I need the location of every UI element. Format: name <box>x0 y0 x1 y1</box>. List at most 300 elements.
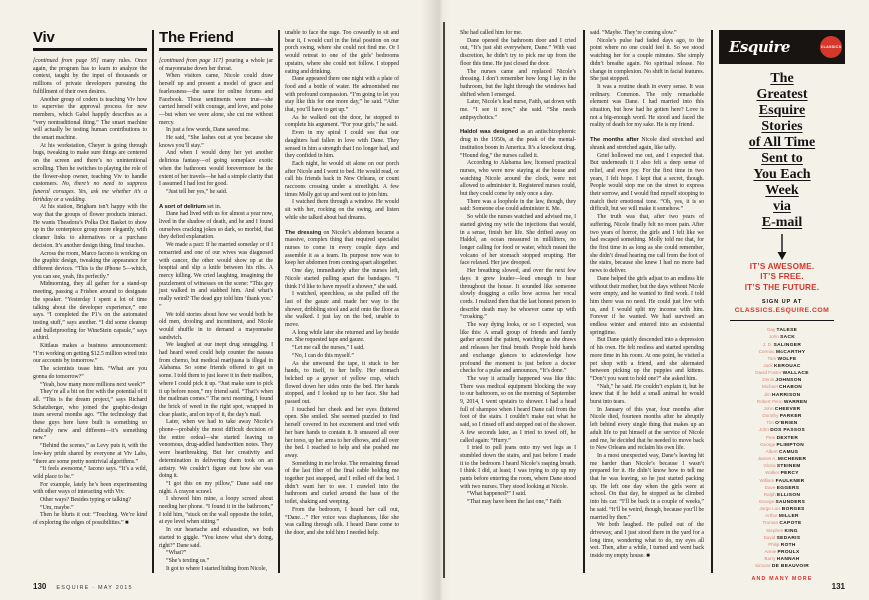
paragraph <box>33 497 147 505</box>
paragraph-text: unable to face the rage. Too cowardly to sit and bear it, I would curl in the fetal position on our porch swing, where she could not find me. Or I would retreat to one of the girls’ bedrooms upstairs, where she could not follow. I stopped eating and drinking. <box>285 30 399 75</box>
paragraph <box>460 376 576 445</box>
author-last-name: McCARTHY <box>775 349 806 355</box>
paragraph-text: “Let me call the nurses,” I said. <box>292 345 365 352</box>
author-first-name: Simone <box>754 563 772 569</box>
esquire-logo: Esquire <box>729 38 790 56</box>
paragraph <box>590 84 704 130</box>
paragraph <box>460 445 576 491</box>
author-last-name: DOS PASSOS <box>770 428 806 434</box>
text-line: IT’S FREE. <box>760 272 804 282</box>
paragraph-text: One day, immediately after the nurses left, Nicole started pulling apart the bandages. “I think I’d like to have myself a shower,” she said. <box>285 268 399 290</box>
paragraph <box>460 214 576 268</box>
author-first-name: Denis <box>762 377 776 383</box>
column-rule <box>711 30 713 573</box>
paragraph-text: Later, when we had to take away Nicole’s phone—probably the most difficult decision of the entire ordeal—she started leaving us venomous, drug-addled handwritten notes. They were heartbreaking. But her creativity and determination in delivering them took on an artistry. We couldn’t figure out how she was doing it. <box>159 419 273 480</box>
paragraph-text: We laughed at our inept drug smuggling. I had heard weed could help counter the nausea from chemo, but medical marijuana is illegal in Alabama. So some friends offered to get us some. I told them to just leave it in their mailbox, where I could pick it up. “Just make sure to pick it up before noon,” my friend said. “That’s when the mailman comes.” The next morning, I found the brick of weed in the right spot, wrapped in clear plastic, and on top of it, the day’s mail. <box>159 342 273 418</box>
paragraph-text: For example, lately he’s been experimenting with other ways of interacting with Viv. <box>33 481 147 496</box>
author-first-name: Tom <box>767 355 778 361</box>
paragraph-text: Grief hollowed me out, and I expected that. But underneath it I also felt a deep sense of relief, and even joy. For the first time in two years, I felt hope. I kept that a secret, though. People would stop me on the street to express their sorrow, and I would find myself stooping to match their emotional tone. “Oh, yes, it is so difficult, but we will make it somehow.” <box>590 152 704 213</box>
paragraph <box>285 76 399 115</box>
continued-from-note: [continued from page 95] <box>33 58 103 64</box>
author-row <box>719 420 845 427</box>
paragraph <box>159 527 273 550</box>
author-row <box>719 563 845 570</box>
paragraph <box>33 482 147 497</box>
paragraph <box>590 453 704 522</box>
author-first-name: Dave <box>764 484 777 490</box>
author-last-name: STEINEM <box>776 464 801 470</box>
paragraph-text: “It feels awesome,” Iacono says. “It’s a wild, wild place to be.” <box>33 466 147 480</box>
paragraph <box>285 461 399 507</box>
author-row <box>719 363 845 370</box>
paragraph-text: said. “Maybe. They’re coming slow.” <box>590 30 677 36</box>
author-first-name: Dorothy <box>762 413 780 419</box>
friend-body-3 <box>460 30 576 507</box>
paragraph-text: Across the room, Marco Iacono is working on the graphic design, tweaking the appearance for different devices. “This is the iPhone 5—which, you can see, yeah, fits perfectly.” <box>33 250 147 280</box>
paragraph <box>33 443 147 466</box>
paragraph-text: Even in my spiral I could see that our daughters had fallen in love with Dane. They sensed in him a strength that I no longer had, and they confided in him. <box>285 130 399 160</box>
paragraph-text: I showed him mine, a loopy screed about needing her phone. “I found it in the bathroom,” I told him, “stuck on the wall opposite the toilet, at eye level when sitting.” <box>159 496 273 526</box>
friend-body-4 <box>590 30 704 561</box>
author-last-name: DEXTER <box>776 435 799 441</box>
author-first-name: Annie <box>764 549 778 555</box>
paragraph-text: “Behind the scenes,” as Levy puts it, with the low-key pride shared by everyone at Viv Labs, “there are some pretty nontrivial algorithms.” <box>33 443 147 465</box>
paragraph-text: set in. <box>205 203 222 210</box>
and-many-more-label: AND MANY MORE <box>751 575 813 582</box>
text-line: Stories <box>761 119 803 134</box>
paragraph <box>285 268 399 291</box>
text-line: Esquire <box>758 103 806 118</box>
paragraph <box>285 199 399 222</box>
paragraph <box>460 160 576 199</box>
article-friend-column-1 <box>159 30 273 573</box>
page-fold-line <box>443 22 445 578</box>
author-last-name: MICHENER <box>777 457 807 463</box>
paragraph-text: So while the nurses watched and advised me, I started giving my wife the injections that would, in a sense, finish her life. She drifted away on Haldol, an ocean measured in milliliters, no longer calling for food or water, which meant the volcano of her stomach stopped erupting. Her face relaxed. Her jaw drooped. <box>460 214 576 267</box>
paragraph <box>460 322 576 376</box>
paragraph-text: “Um, maybe.” <box>40 504 74 511</box>
paragraph-text: She had called him for me. <box>460 30 523 36</box>
author-list <box>719 327 845 570</box>
paragraph-text: I watched, speechless, as she pulled off the last of the gauze and made her way to the shower, dribbling stool and acid onto the floor as she walked. I just lay on the bed, unable to move. <box>285 291 399 329</box>
paragraph <box>590 337 704 383</box>
paragraph <box>285 161 399 200</box>
author-last-name: EGGERS <box>776 485 800 491</box>
author-row <box>719 370 845 377</box>
paragraph-text: As he walked out the door, he stopped to complete his argument. “For your girls,” he said. <box>285 114 399 129</box>
author-last-name: SACK <box>780 335 796 341</box>
ad-tagline <box>719 262 845 293</box>
paragraph <box>159 242 273 311</box>
author-first-name: Tim <box>766 420 776 426</box>
author-first-name: Cormac <box>758 348 776 354</box>
author-row <box>719 513 845 520</box>
paragraph-text: The scientists tease him. “What are you gonna do tomorrow?” <box>33 366 147 380</box>
author-first-name: David <box>763 534 777 540</box>
text-line: of All Time <box>748 135 816 150</box>
paragraph-text: Later, Nicole’s lead nurse, Faith, sat down with me. “I see it now,” she said. “She needs antipsychotics.” <box>460 99 576 121</box>
viv-body <box>33 58 147 528</box>
paragraph <box>285 30 399 76</box>
author-last-name: JOHNSON <box>775 378 802 384</box>
paragraph-text: on Nicole’s abdomen became a massive, complex thing that required specialist nurses to come in every couple days and assemble it as a team. Its purpose now was to keep her abdomen from coming apart altogether. <box>285 229 399 267</box>
author-first-name: Gloria <box>763 463 777 469</box>
bold-lead-in: A sort of delirium <box>159 203 206 210</box>
paragraph-text: But Dane quietly descended into a depression of his own. He felt restless and started spending more time in his room. At one point, he visited a pet shop with a friend, and she alternated between picking up the puppies and kittens. “Don’t you want to hold one?” she asked him. <box>590 337 704 382</box>
author-row <box>719 349 845 356</box>
author-row <box>719 435 845 442</box>
author-last-name: PROULX <box>777 550 800 556</box>
paragraph <box>33 343 147 366</box>
author-last-name: FAULKNER <box>775 478 805 484</box>
ad-header-bar <box>719 30 845 64</box>
page-footer-left <box>33 576 133 594</box>
author-row <box>719 427 845 434</box>
paragraph <box>285 330 399 345</box>
paragraph-text: In just a few words, Dane saved me. <box>166 127 250 134</box>
author-first-name: George <box>759 441 777 447</box>
paragraph <box>33 251 147 282</box>
paragraph <box>590 384 704 407</box>
ad-divider <box>730 320 834 321</box>
paragraph <box>590 407 704 453</box>
author-first-name: James A. <box>757 456 778 462</box>
paragraph <box>285 130 399 161</box>
author-row <box>719 542 845 549</box>
author-row <box>719 463 845 470</box>
paragraph <box>33 512 147 527</box>
paragraph-text: We told stories about how we would both be old men, drooling and incontinent, and Nicole would shuffle in to demand a mayonnaise sandwich. <box>159 311 273 341</box>
author-last-name: PERCY <box>780 471 799 477</box>
paragraph-text: Other ways? Besides typing or talking? <box>40 497 131 504</box>
paragraph-text: Dane opened the bathroom door and I cried out, “It’s just shit everywhere, Dane.” With vast discretion, he didn’t try to pick me up from the floor this time. He just closed the door. <box>460 37 576 67</box>
signup-label: SIGN UP AT <box>761 299 803 306</box>
paragraph <box>460 99 576 122</box>
author-last-name: PLIMPTON <box>776 442 805 448</box>
author-first-name: David Foster <box>755 370 783 376</box>
text-line: You Each <box>753 167 811 182</box>
paragraph <box>285 361 399 407</box>
author-row <box>719 499 845 506</box>
classics-badge: CLASSICS <box>820 36 842 58</box>
paragraph-text: pouring a whole jar of mayonnaise down her throat. <box>159 58 273 72</box>
paragraph <box>285 230 399 269</box>
author-row <box>719 520 845 527</box>
paragraph <box>33 366 147 381</box>
author-first-name: Michael <box>761 384 779 390</box>
author-row <box>719 327 845 334</box>
column-rule <box>278 30 280 573</box>
paragraph-text: Dane helped the girls adjust to an endless life without their mother, but the days without Nicole were empty, and he wanted to find work. I told him there was no need. He could just live with us, and I would split my income with him. Forever if he wanted. We had survived an endless winter and entered into an existential springtime. <box>590 275 704 336</box>
author-row <box>719 528 845 535</box>
paragraph <box>285 115 399 130</box>
author-last-name: O’BRIEN <box>775 421 798 427</box>
author-first-name: Robert Penn <box>756 398 784 404</box>
paragraph-text: Midmorning, they all gather for a stand-up meeting, passing a Frisbee around to designate the speaker. “Yesterday I spent a lot of time talking about the developer experience,” one says. “I completed the P1’s on the automated testing stuff,” says another. “I did some cleanup and bulletproofing for WineStein capsule,” says a third. <box>33 281 147 342</box>
paragraph-text: “I got this on my pillow,” Dane said one night. A crayon scrawl. <box>159 480 273 495</box>
paragraph <box>285 407 399 461</box>
author-first-name: John <box>763 405 775 411</box>
paragraph <box>590 38 704 84</box>
paragraph-text: “No, I can do this myself.” <box>292 352 354 359</box>
text-line: E-mail <box>761 215 803 230</box>
author-last-name: CAPOTE <box>779 521 802 527</box>
paragraph-text: Nicole died stretched and shrank and stretched again, like taffy. <box>590 137 704 151</box>
page-fold-shadow <box>421 0 451 600</box>
paragraph-text: A long while later she returned and lay beside me. She requested tape and gauze. <box>285 329 399 344</box>
author-row <box>719 334 845 341</box>
paragraph-text: Then he blurts it out: “Touching. We’re kind of exploring the edges of possibilities.” ■ <box>33 512 147 527</box>
esquire-classics-ad <box>719 30 845 582</box>
author-row <box>719 442 845 449</box>
author-last-name: HARRISON <box>772 392 801 398</box>
paragraph-text: From the bedroom, I heard her call out, “Dane…” Her voice was diaphanous, like she was calling through silk. I heard Dane come to the door, and she told him I needed help. <box>285 506 399 536</box>
author-last-name: SALINGER <box>773 342 802 348</box>
paragraph-text: We made a pact: If he married someday or if I remarried and one of our wives was diagnosed with cancer, the other would show up at the hospital and slip a knife between his ribs. A mercy killing. We cried laughing, imagining the puzzlement of witnesses on the scene: “This guy just walked in and stabbed him. And what’s really weird? The dead guy told him ‘thank you.’ ” <box>159 242 273 310</box>
author-last-name: SAUNDERS <box>775 499 806 505</box>
paragraph <box>285 291 399 330</box>
paragraph-text: “What?” <box>166 550 187 557</box>
paragraph <box>159 342 273 419</box>
paragraph <box>590 522 704 561</box>
author-last-name: WALLACE <box>782 371 809 377</box>
italic-text: No, there’s no need to suppress funeral corsages. Yes, ask me whether it’s a birthday or a wedding. <box>33 181 147 203</box>
author-first-name: Ralph <box>763 491 778 497</box>
author-row <box>719 342 845 349</box>
author-first-name: Barry <box>764 556 777 562</box>
paragraph-text: “What happened?” I said. <box>467 491 527 498</box>
author-last-name: HANNAH <box>776 557 800 563</box>
paragraph-text: We both laughed. He pulled out of the driveway, and I just stood there in the yard for a long time, wondering what to do, my eyes all wet. Then, after a while, I turned and went back inside my empty house. ■ <box>590 522 704 560</box>
paragraph <box>33 97 147 143</box>
author-first-name: Walker <box>765 470 781 476</box>
article-friend-column-2 <box>285 30 399 573</box>
signup-url: CLASSICS.ESQUIRE.COM <box>734 307 830 315</box>
paragraph <box>460 129 576 160</box>
paragraph <box>159 419 273 481</box>
text-line: IT’S AWESOME. <box>749 262 815 271</box>
paragraph-text: And when I would deny her yet another delirious fantasy—of going someplace exotic when the bathroom would forevermore be the extent of her travels—he had a simple clarity that I assumed I had lost for good. <box>159 150 273 188</box>
paragraph-text: “She’s texting us.” <box>166 558 210 564</box>
article-viv-column <box>33 30 147 573</box>
author-last-name: DE BEAUVOIR <box>771 564 810 570</box>
author-row <box>719 535 845 542</box>
paragraph-text: In January of this year, four months after Nicole died, fourteen months after he abruptly left behind every single thing that makes up an adult life to put himself at the service of Nicole and me, he decided that he needed to move back to New Orleans and reclaim his own life. <box>590 406 704 452</box>
paragraph <box>33 389 147 443</box>
author-row <box>719 406 845 413</box>
paragraph-text: According to Alabama law, licensed practical nurses, who were now staying at the house and watching Nicole around the clock, were not allowed to administer it. Registered nurses could, but they could come by only once a day. <box>460 160 576 198</box>
author-first-name: Jim <box>763 391 773 397</box>
author-first-name: Arthur <box>765 513 779 519</box>
paragraph-text: “That may have been the last one,” Faith <box>467 499 562 506</box>
paragraph <box>590 276 704 338</box>
text-line: Week <box>765 183 799 198</box>
paragraph <box>159 73 273 127</box>
paragraph-text: As she unwound the tape, it stuck to her hands, to itself, to her belly. Her stomach belched up a geyser of yellow crap, which flowed down her sides onto the bed. Her hands stopped, and I looked up to her face. She had passed out. <box>285 360 399 406</box>
paragraph-text: At his station, Brigham isn’t happy with the way that the groups of flower products interact. He wants Theadora’s Polka Dot Basket to show up in the centerpiece group more elegantly, with cleaner links to alternatives or a purchase decision. It’s another design thing, final touches. <box>33 204 147 249</box>
author-first-name: Philip <box>768 541 781 547</box>
author-last-name: KEROUAC <box>774 364 801 369</box>
author-last-name: WOLFE <box>777 356 797 362</box>
ad-headline <box>719 71 845 231</box>
author-first-name: George <box>758 498 776 504</box>
paragraph-text: I watched them through a window. He would sit with her, rocking on the swing, and listen while she talked about bad dreams. <box>285 199 399 221</box>
article-friend-column-3 <box>460 30 576 573</box>
down-arrow-icon <box>776 234 788 260</box>
author-first-name: John <box>758 427 771 433</box>
paragraph-text: In a most unexpected way, Dane’s leaving hit me harder than Nicole’s because I wasn’t prepared for it. He didn’t know how to tell me that he was leaving, so he just started packing up. He left one day when the girls were at school. On that day, he stopped as he climbed into his car. “I’ll be back in a couple of weeks,” he said. “It’ll be weird, though, because you’ll be married by then.” <box>590 452 704 521</box>
paragraph-text: At his workstation, Cheyer is going through bugs, tweaking to make sure things are centered on the screen and there’s no unintentional scrolling. Then he switches to playing the role of the flower-shop owner, teaching Viv to handle customers. <box>33 142 147 188</box>
paragraph <box>590 137 704 152</box>
article-friend-column-4 <box>590 30 704 573</box>
author-last-name: MILLER <box>778 514 799 520</box>
friend-body-1 <box>159 58 273 573</box>
author-last-name: PARKER <box>779 414 802 420</box>
author-row <box>719 506 845 513</box>
text-line: Sent to <box>761 151 803 166</box>
paragraph <box>460 268 576 322</box>
paragraph <box>285 345 399 353</box>
folio-number-right: 131 <box>831 582 845 591</box>
paragraph <box>33 204 147 250</box>
author-first-name: Jorge Luis <box>759 506 782 512</box>
paragraph-text: Another group of coders is teaching Viv how to supervise the approval process for new members, which Gabel happily describes as a “very nontraditional thing.” The smart machine will actually be testing human contributions to the smart machine. <box>33 96 147 142</box>
author-row <box>719 413 845 420</box>
author-first-name: John <box>768 334 781 340</box>
text-line: IT’S THE FUTURE. <box>744 282 820 292</box>
page-footer-right <box>789 576 845 594</box>
paragraph <box>590 153 704 215</box>
author-last-name: KING <box>784 528 798 534</box>
author-first-name: William <box>759 477 776 483</box>
column-rule <box>152 30 154 573</box>
paragraph <box>159 481 273 496</box>
paragraph-text: Her breathing slowed, and over the next few days it grew louder—loud enough to hear throughout the house. It sounded like someone slowly dragging a cello bow across her vocal cords. I realized then that the last honest person to describe death may be whoever came up with “croaking.” <box>460 268 576 321</box>
author-first-name: J. D. <box>762 341 774 347</box>
paragraph <box>159 496 273 527</box>
column-rule <box>583 30 585 573</box>
author-row <box>719 470 845 477</box>
paragraph-text: When visitors came, Nicole could draw herself up and present a model of grace and fearlessness—the same for online forums and Facebook. Those sentiments were true—she carried herself with courage, and love, and poise—but when we were alone, she cut me without mercy. <box>159 73 273 126</box>
text-line: The <box>770 71 794 86</box>
author-row <box>719 356 845 363</box>
paragraph <box>460 199 576 214</box>
paragraph <box>460 38 576 69</box>
paragraph <box>159 127 273 135</box>
author-row <box>719 399 845 406</box>
author-last-name: CAMUS <box>778 449 799 455</box>
continued-from-note: [continued from page 117] <box>159 58 226 64</box>
text-line: via <box>773 199 791 214</box>
author-row <box>719 449 845 456</box>
paragraph <box>33 281 147 343</box>
author-row <box>719 456 845 463</box>
paragraph-text: Dane appeared there one night with a plate of food and a bottle of water. He admonished me with profound compassion. “I’m going to let you stay like this for one more day,” he said. “After that, you’ll have to get up.” <box>285 76 399 114</box>
author-last-name: BORGES <box>781 507 805 513</box>
paragraph <box>159 211 273 242</box>
paragraph-text: I touched her cheek and her eyes fluttered open. She smiled. She seemed puzzled to find herself covered in hot excrement and tried with her bare hands to contain it. It smeared all over her torso, up her arms to her elbows, and all over the bed. I reached to help and she pushed me away. <box>285 406 399 459</box>
paragraph <box>159 312 273 343</box>
text-line: Greatest <box>756 87 808 102</box>
paragraph-text: Kittlaus makes a business announcement: “I’m working on getting $12.5 million wired into our accounts by tomorrow.” <box>33 343 147 365</box>
paragraph-text: Something in me broke. The remaining thread of the last fiber of the final cable holding me together just snapped, and I rolled off the bed. I didn’t want her to see. I crawled into the bathroom and curled around the base of the toilet, shaking and weeping. <box>285 460 399 506</box>
paragraph <box>460 30 576 38</box>
paragraph <box>159 550 273 558</box>
paragraph-text: It was a routine death in every sense. It was ordinary. Common. The only remarkable element was Dane. I had married into this situation, but how had he gotten here? Love is not a big-enough word. He stood and faced the reality of death for my sake. He is my friend. <box>590 83 704 129</box>
paragraph-text: Each night, he would sit alone on our porch after Nicole and I went to bed. He would read, or call his friends back in New Orleans, or count raccoons crossing under a streetlight. A few times Molly got up and went out to join him. <box>285 160 399 198</box>
paragraph-text: The nurses came and replaced Nicole’s dressing. I don’t remember how long I lay in the bathroom, but the light through the windows had shifted when I emerged. <box>460 68 576 98</box>
author-first-name: Albert <box>765 448 779 454</box>
author-last-name: SEDARIS <box>776 535 801 541</box>
article-title-friend: The Friend <box>159 30 273 51</box>
paragraph <box>590 30 704 38</box>
bold-lead-in: The months after <box>590 137 639 144</box>
paragraph-text: Nicole’s pulse had faded days ago, to the point where no one could feel it. So we stood watching her for a couple minutes. She simply didn’t breathe again. No spiritual release. No change in complexion. No shift in facial features. She just stopped. <box>590 37 704 83</box>
paragraph-text: I tried to pull jeans onto my wet legs as I stumbled down the stairs, and just before I made it to the bedroom I heard Nicole’s rasping breath. I think I did, at least; I was trying to zip up my pants before entering the room, where Dane stood with two nurses. They stood looking at Nicole. <box>460 445 576 490</box>
paragraph <box>460 499 576 507</box>
author-first-name: Truman <box>762 520 780 526</box>
paragraph-text: It got to where I started hiding from Nicole, <box>166 565 267 572</box>
author-first-name: Jack <box>763 363 775 368</box>
folio-number-left: 130 <box>33 582 47 591</box>
author-row <box>719 556 845 563</box>
author-last-name: CHABON <box>778 385 803 391</box>
author-first-name: Stephen <box>766 527 785 533</box>
paragraph <box>33 466 147 481</box>
paragraph <box>159 150 273 189</box>
paragraph-text: many rules. Once again, the program has to learn to analyze the context, taught by the input of thousands or millions of private developers pursuing the fulfillment of their own desires. <box>33 58 147 95</box>
paragraph <box>159 189 273 197</box>
author-last-name: ELLISON <box>777 492 801 498</box>
author-row <box>719 384 845 391</box>
paragraph <box>159 566 273 574</box>
paragraph <box>33 143 147 205</box>
paragraph <box>460 69 576 100</box>
author-row <box>719 377 845 384</box>
paragraph <box>159 58 273 73</box>
author-row <box>719 392 845 399</box>
paragraph <box>285 507 399 538</box>
paragraph-text: They’re all a bit on fire with the potential of it all. “This is the dream project,” says Richard Schatzberger, who joined the graphic-design team several months ago. “The technology that these guys here have built is something so radically new and different—it’s something new.” <box>33 389 147 442</box>
bold-lead-in: The dressing <box>285 229 322 236</box>
author-first-name: Pete <box>765 434 777 440</box>
author-first-name: Gay <box>766 327 777 333</box>
bold-lead-in: Haldol was designed <box>460 129 519 136</box>
paragraph-text: “Just tell her yes,” he said. <box>166 188 228 195</box>
paragraph-text: “Yeah, how many more millions next week?” <box>40 381 146 388</box>
paragraph-text: The way dying looks, or so I expected, was like this: A small group of friends and family gather around the patient, watching as she draws and releases her final breath. People hold hands and exchange glances to acknowledge how profound the moment is just before a doctor checks for a pulse and announces, “It’s done.” <box>460 322 576 375</box>
magazine-date-line: ESQUIRE · MAY 2015 <box>56 585 133 591</box>
paragraph <box>33 58 147 97</box>
paragraph-text: The way it actually happened was like this: There was medical equipment blocking the way to our bathroom, so on the morning of September 9, 2014, I went upstairs to shower. I had a head full of shampoo when I heard Dane call from the foot of the stairs. I couldn’t make out what he said, so I rinsed off and stepped out of the shower. A few seconds later, as I tried to towel off, he called again: “Hurry.” <box>460 375 576 444</box>
author-last-name: WARREN <box>783 399 808 405</box>
paragraph <box>590 214 704 276</box>
article-title-viv: Viv <box>33 30 147 51</box>
paragraph-text: The truth was that, after two years of suffering, Nicole finally felt no more pain. After two years of horror, the girls and I felt like we had escaped something. Molly told me that, for the first time in as long as she could remember, she didn’t dread hearing me call from the foot of the stairs, because she knew I had no more bad news to deliver. <box>590 214 704 275</box>
paragraph <box>285 353 399 361</box>
author-last-name: TALESE <box>776 328 798 334</box>
paragraph-text: as an antischizophrenic drug in the 1950s, at the peak of the mental-institution boom in America. It’s a knockout drug. “Hound dog,” the nurses called it. <box>460 129 576 159</box>
paragraph-text: He said, “She lashes out at you because she knows you’ll stay.” <box>159 135 273 149</box>
paragraph <box>159 558 273 566</box>
author-row <box>719 485 845 492</box>
paragraph-text: Dane had lived with us for almost a year now, lived in the shadow of death, and he and I found ourselves cracking jokes so dark, so morbid, that they defied explanation. <box>159 211 273 241</box>
author-row <box>719 478 845 485</box>
author-row <box>719 492 845 499</box>
author-last-name: CHEEVER <box>774 406 801 412</box>
author-last-name: ROTH <box>780 542 796 548</box>
paragraph-text: In our heartache and exhaustion, we both started to giggle. “You know what she’s doing, right?” Dane said. <box>159 527 273 549</box>
